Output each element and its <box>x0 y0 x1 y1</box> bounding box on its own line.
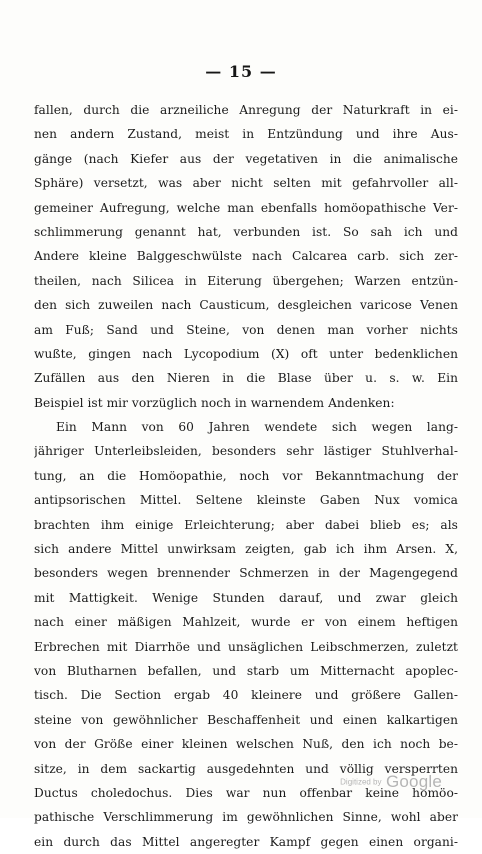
text-line: steine von gewöhnlicher Beschaffenheit und einen kalkartigen <box>34 712 458 727</box>
text-line: Ductus choledochus. Dies war nun offenbar keine homöo- <box>34 785 458 800</box>
text-line: pathische Verschlimmerung im gewöhnlichen Sinne, wohl aber <box>34 810 458 825</box>
text-line: tisch. Die Section ergab 40 kleinere und größere Gallen- <box>34 688 458 703</box>
text-line: am Fuß; Sand und Steine, von denen man vorher nichts <box>34 322 458 337</box>
text-line: theilen, nach Silicea in Eiterung übergehen; Warzen entzün- <box>34 273 458 288</box>
text-line: Ein Mann von 60 Jahren wendete sich wegen lang- <box>56 420 458 435</box>
text-line: brachten ihm einige Erleichterung; aber dabei blieb es; als <box>34 517 458 532</box>
text-line: besonders wegen brennender Schmerzen in der Magengegend <box>34 566 458 581</box>
text-line: jähriger Unterleibsleiden, besonders sehr lästiger Stuhlverhal- <box>34 444 458 459</box>
watermark-prefix: Digitized by <box>340 777 382 787</box>
text-line: nach einer mäßigen Mahlzeit, wurde er von einem heftigen <box>34 615 458 630</box>
text-line: den sich zuweilen nach Causticum, desgleichen varicose Venen <box>34 298 458 313</box>
text-line: gänge (nach Kiefer aus der vegetativen in die animalische <box>34 151 458 166</box>
text-line: ein durch das Mittel angeregter Kampf gegen einen organi- <box>34 834 458 849</box>
text-line: Andere kleine Balggeschwülste nach Calcarea carb. sich zer- <box>34 249 458 264</box>
text-line: Sphäre) versetzt, was aber nicht selten mit gefahrvoller all- <box>34 176 458 191</box>
text-line: schlimmerung genannt hat, verbunden ist. So sah ich und <box>34 224 458 239</box>
text-line: nen andern Zustand, meist in Entzündung und ihre Aus- <box>34 127 458 142</box>
text-line: fallen, durch die arzneiliche Anregung der Naturkraft in ei- <box>34 103 458 117</box>
text-line: Beispiel ist mir vorzüglich noch in warnendem Andenken: <box>34 395 395 410</box>
text-line: tung, an die Homöopathie, noch vor Bekanntmachung der <box>34 468 458 483</box>
text-line: sitze, in dem sackartig ausgedehnten und völlig versperrten <box>34 761 458 776</box>
page-number: — 15 — <box>205 62 277 81</box>
google-logo: Google <box>385 772 442 791</box>
text-line: sich andere Mittel unwirksam zeigten, gab ich ihm Arsen. X, <box>34 542 458 557</box>
text-line: von der Größe einer kleinen welschen Nuß, den ich noch be- <box>34 737 458 752</box>
body-text <box>34 98 458 854</box>
text-line: wußte, gingen nach Lycopodium (X) oft unter bedenklichen <box>34 346 458 361</box>
text-line: gemeiner Aufregung, welche man ebenfalls homöopathische Ver- <box>34 200 458 215</box>
text-line: Zufällen aus den Nieren in die Blase über u. s. w. Ein <box>34 371 458 386</box>
text-line: antipsorischen Mittel. Seltene kleinste Gaben Nux vomica <box>34 493 458 508</box>
text-line: mit Mattigkeit. Wenige Stunden darauf, und zwar gleich <box>34 590 458 605</box>
text-line: von Blutharnen befallen, und starb um Mitternacht apoplec- <box>34 663 458 678</box>
digitized-by-google-watermark <box>340 772 442 792</box>
text-line: Erbrechen mit Diarrhöe und unsäglichen Leibschmerzen, zuletzt <box>34 639 458 654</box>
